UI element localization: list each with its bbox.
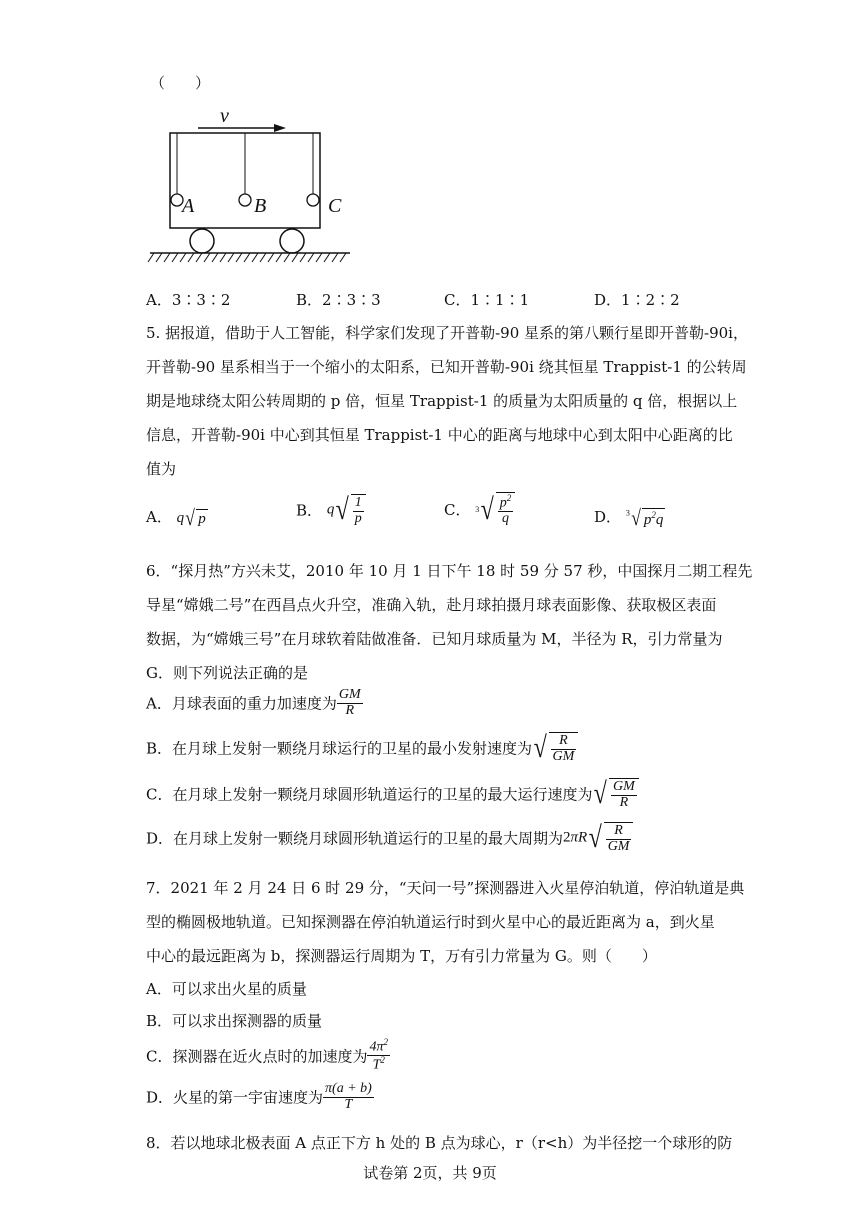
q8-stem-line: 8．若以地球北极表面 A 点正下方 h 处的 B 点为球心，r（r<h）为半径挖一个球形的防: [146, 1134, 733, 1152]
q4-option-d[interactable]: D．1∶2∶2: [594, 291, 680, 309]
answer-parentheses: （ ）: [150, 74, 211, 92]
q6-stem-line: 数据，为“嫦娥三号”在月球软着陆做准备．已知月球质量为 M，半径为 R，引力常量为: [146, 630, 723, 648]
wheel-left: [190, 229, 214, 253]
q6-stem-line: 导星“嫦娥二号”在西昌点火升空，准确入轨，赴月球拍摄月球表面影像、获取极区表面: [146, 596, 717, 614]
q7-option-b[interactable]: B．可以求出探测器的质量: [146, 1012, 323, 1030]
wheel-right: [280, 229, 304, 253]
q7-option-d[interactable]: D．火星的第一宇宙速度为 $\frac{\pi(a + b)}{T}$: [146, 1081, 372, 1112]
q7-option-c[interactable]: C．探测器在近火点时的加速度为 $\frac{4\pi^2}{T^2}$: [146, 1037, 388, 1073]
q6-option-c[interactable]: C．在月球上发射一颗绕月球圆形轨道运行的卫星的最大运行速度为√ $\frac{GM}{R}$: [146, 778, 639, 810]
arrow-head-icon: [274, 124, 286, 132]
q5-stem-line: 信息，开普勒-90i 中心到其恒星 Trappist-1 中心的距离与地球中心到太阳中心距离的比: [146, 426, 733, 444]
q6-option-b[interactable]: B．在月球上发射一颗绕月球运行的卫星的最小发射速度为√ $\frac{R}{GM}$: [146, 732, 578, 764]
q5-option-d[interactable]: D． $^3$√ $p^2q$: [594, 505, 664, 530]
q5-stem-line: 期是地球绕太阳公转周期的 p 倍，恒星 Trappist-1 的质量为太阳质量的 q 倍，根据以上: [146, 392, 738, 410]
cart-pendulum-figure: [140, 100, 360, 272]
q6-option-a[interactable]: A．月球表面的重力加速度为 $\frac{GM}{R}$: [146, 687, 361, 718]
q7-stem-line: 中心的最远距离为 b，探测器运行周期为 T，万有引力常量为 G。则（ ）: [146, 947, 657, 965]
label-b: B: [254, 195, 267, 217]
q6-stem-line: 6．“探月热”方兴未艾，2010 年 10 月 1 日下午 18 时 59 分 57 秒，中国探月二期工程先: [146, 562, 753, 580]
label-c: C: [328, 195, 342, 217]
q7-option-a[interactable]: A．可以求出火星的质量: [146, 980, 307, 998]
ball-b: [239, 194, 251, 206]
q6-option-d[interactable]: D．在月球上发射一颗绕月球圆形轨道运行的卫星的最大周期为2πR√ $\frac{R}{GM}$: [146, 822, 633, 854]
q6-stem-line: G．则下列说法正确的是: [146, 664, 308, 682]
q4-option-c[interactable]: C．1∶1∶1: [444, 291, 530, 309]
velocity-label: v: [220, 105, 229, 127]
q5-option-a[interactable]: A． q√ p: [146, 505, 206, 530]
q5-option-b[interactable]: B． q√ $\frac{1}{p}$: [296, 494, 366, 526]
q5-option-c[interactable]: C． 3√ $\frac{p^2}{q}$: [444, 492, 515, 527]
q5-stem-line: 值为: [146, 460, 177, 478]
q5-stem-line: 5. 据报道，借助于人工智能，科学家们发现了开普勒-90 星系的第八颗行星即开普勒-90i，: [146, 324, 748, 342]
q7-stem-line: 7．2021 年 2 月 24 日 6 时 29 分，“天问一号”探测器进入火星停泊轨道，停泊轨道是典: [146, 879, 745, 897]
q4-option-a[interactable]: A．3∶3∶2: [146, 291, 231, 309]
page-footer: 试卷第 2页，共 9页: [363, 1164, 497, 1182]
q5-stem-line: 开普勒-90 星系相当于一个缩小的太阳系，已知开普勒-90i 绕其恒星 Trappist-1 的公转周: [146, 358, 747, 376]
ground-hatching: [148, 253, 346, 262]
ball-c: [307, 194, 319, 206]
label-a: A: [182, 195, 195, 217]
q7-stem-line: 型的椭圆极地轨道。已知探测器在停泊轨道运行时到火星中心的最近距离为 a，到火星: [146, 913, 715, 931]
q4-option-b[interactable]: B．2∶3∶3: [296, 291, 381, 309]
